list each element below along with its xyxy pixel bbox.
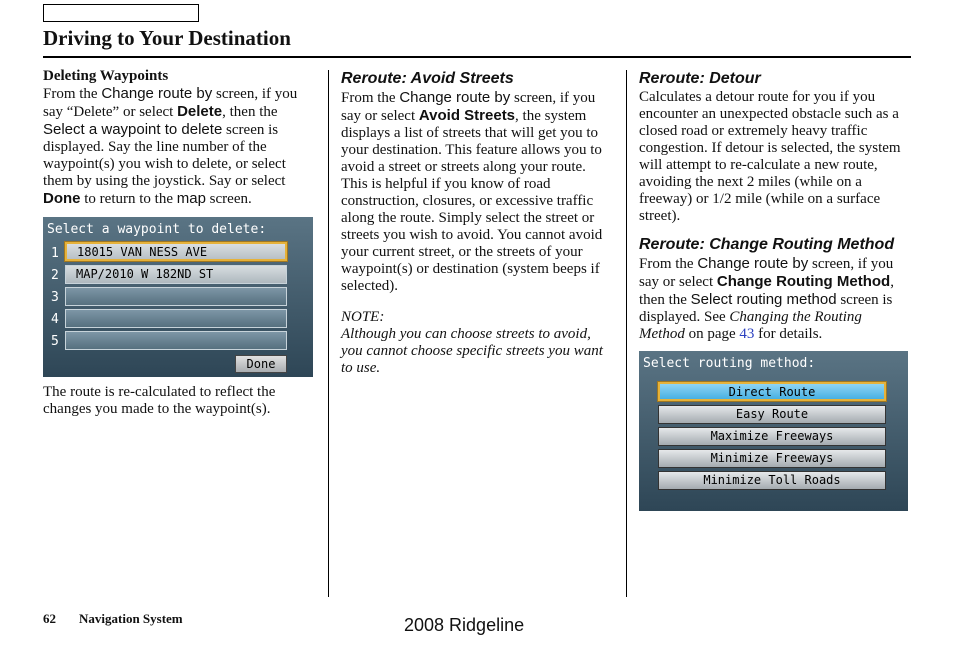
column-1 [43, 68, 315, 418]
avoid-streets-text: From the Change route by screen, if you say or select Avoid Streets, the system displays a list of streets that will get you to your destination. This feature allows you to avoid a street or streets along your route. This is helpful if you know of road construction, closures, or excessive traffic along the route. Simply select the street or streets you wish to avoid. You cannot avoid your current street, or the streets of your waypoint(s) or destination (system beeps if selected). [341, 89, 603, 294]
route-recalculated-text: The route is re-calculated to reflect the changes you made to the waypoint(s). [43, 384, 276, 417]
waypoint-screen-title: Select a waypoint to delete: [47, 222, 267, 237]
column-divider-1 [328, 70, 329, 597]
change-routing-text: From the Change route by screen, if you say or select Change Routing Method, then the Select routing method screen is displayed. See Changing the Routing Method on page 43 for details. [639, 255, 894, 342]
note-text: Although you can choose streets to avoid, you cannot choose specific streets you want to use. [341, 326, 603, 376]
deleting-waypoints-heading: Deleting Waypoints [43, 68, 169, 84]
waypoint-row-number: 3 [51, 290, 59, 305]
minimize-toll-roads-option[interactable]: Minimize Toll Roads [658, 471, 886, 490]
page-number: 62 [43, 611, 56, 626]
note-label: NOTE: [341, 309, 385, 325]
detour-text: Calculates a detour route for you if you encounter an unexpected obstacle such as a closed road or extremely heavy traffic congestion. If detour is selected, the system will attempt to re-calculate a new route, avoiding the next 2 miles (while on a freeway) or 1/2 mile (while on a surface street). [639, 89, 901, 224]
minimize-freeways-option[interactable]: Minimize Freeways [658, 449, 886, 468]
waypoint-row-selected[interactable]: 18015 VAN NESS AVE [65, 242, 287, 261]
detour-heading: Reroute: Detour [639, 70, 761, 87]
waypoint-row-empty[interactable] [65, 287, 287, 306]
page-43-link[interactable]: 43 [739, 326, 755, 342]
waypoint-row-number: 1 [51, 246, 59, 261]
waypoint-row[interactable]: MAP/2010 W 182ND ST [65, 265, 287, 284]
routing-screen-title: Select routing method: [643, 356, 816, 371]
waypoint-row-empty[interactable] [65, 309, 287, 328]
direct-route-option[interactable]: Direct Route [658, 382, 886, 401]
waypoint-row-empty[interactable] [65, 331, 287, 350]
routing-method-screenshot [639, 351, 908, 511]
avoid-streets-heading: Reroute: Avoid Streets [341, 70, 514, 87]
header-tab-box [43, 4, 199, 22]
title-rule [43, 56, 911, 58]
easy-route-option[interactable]: Easy Route [658, 405, 886, 424]
waypoint-delete-screenshot [43, 217, 313, 377]
footer-model: 2008 Ridgeline [404, 615, 525, 635]
page-title: Driving to Your Destination [43, 26, 291, 50]
waypoint-row-number: 2 [51, 268, 59, 283]
change-routing-heading: Reroute: Change Routing Method [639, 236, 895, 253]
deleting-waypoints-text: From the Change route by screen, if you say “Delete” or select Delete, then the Select a waypoint to delete screen is displayed. Say the line number of the waypoint(s) you wish to delete, or select them by using the joystick. Say or select Done to return to the map screen. [43, 85, 298, 207]
maximize-freeways-option[interactable]: Maximize Freeways [658, 427, 886, 446]
done-button[interactable]: Done [235, 355, 287, 373]
column-2 [341, 68, 615, 377]
waypoint-row-number: 4 [51, 312, 59, 327]
column-divider-2 [626, 70, 627, 597]
footer-section: Navigation System [79, 611, 183, 626]
waypoint-row-number: 5 [51, 334, 59, 349]
column-3 [639, 68, 911, 511]
